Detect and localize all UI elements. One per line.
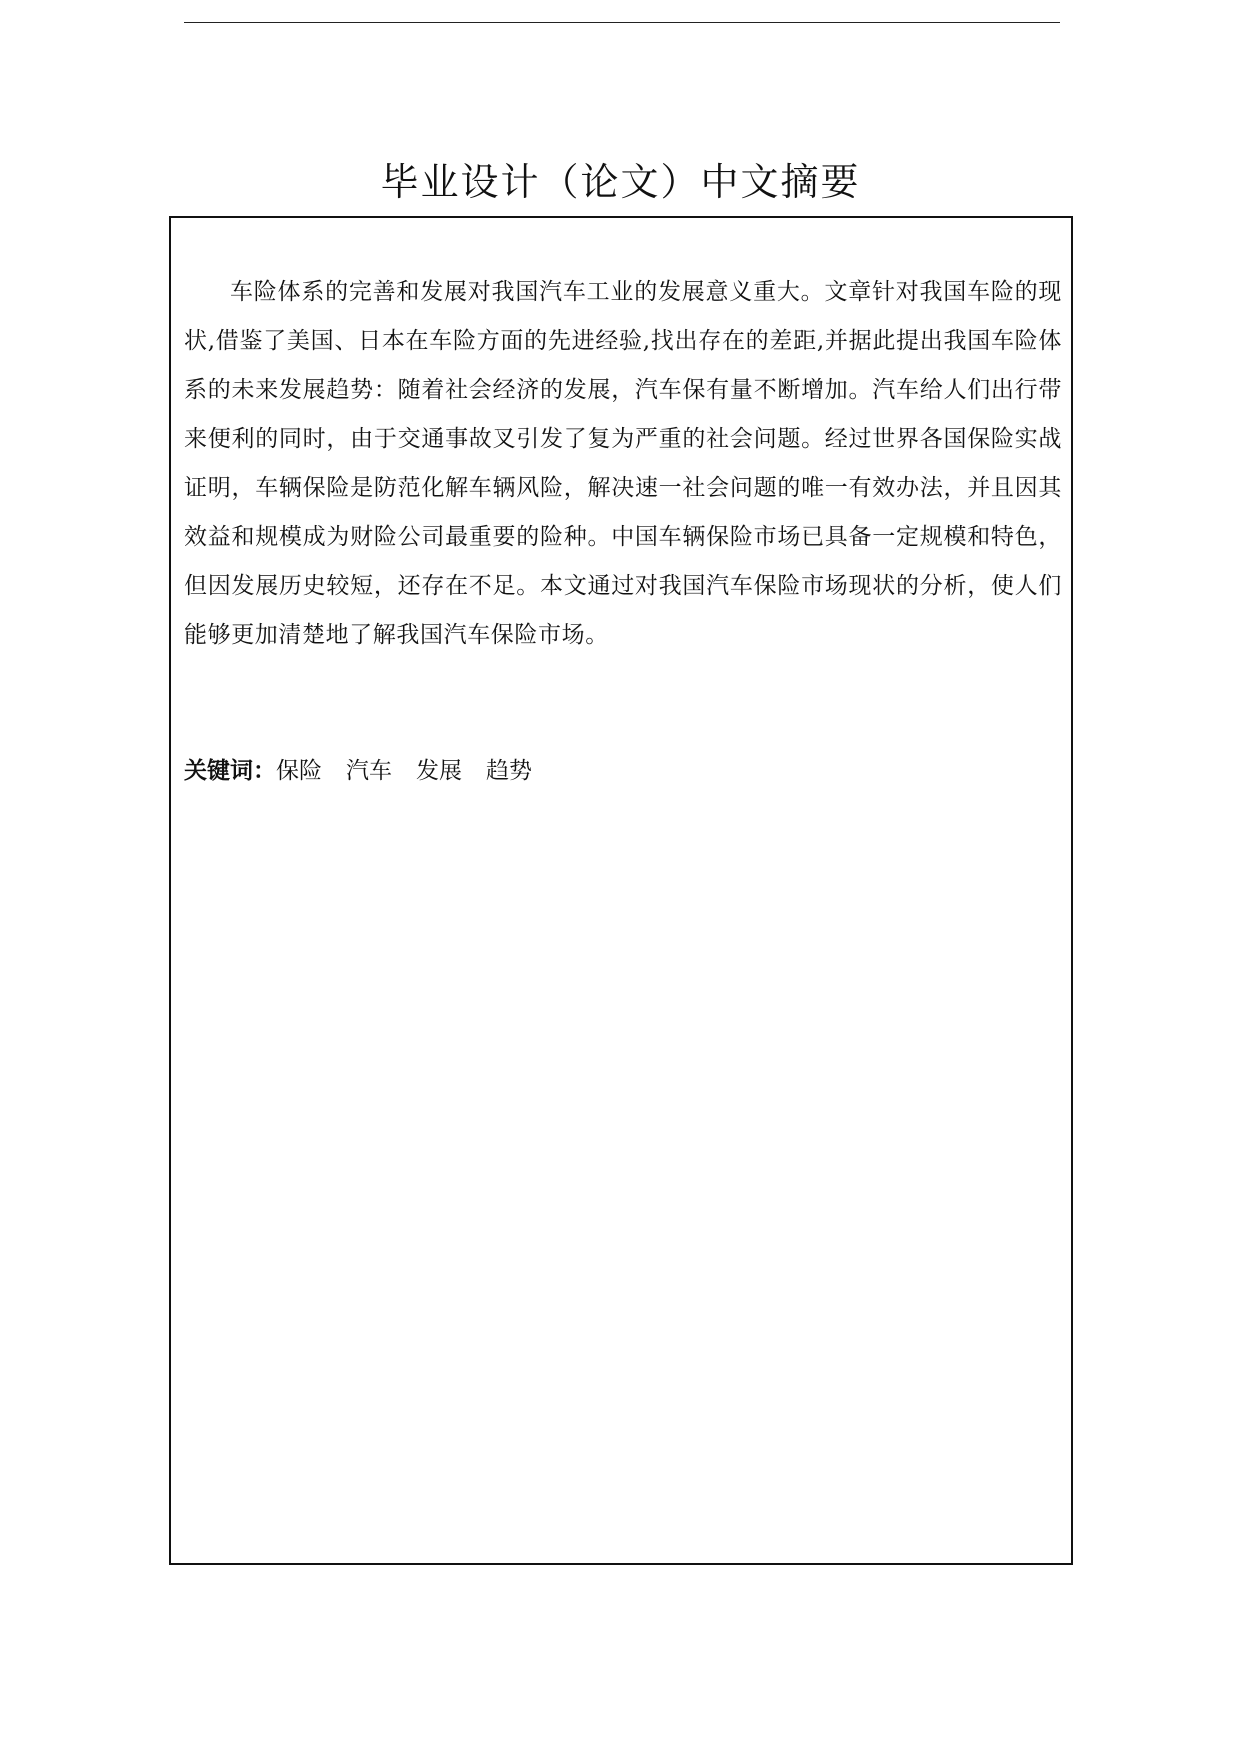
header-rule (184, 22, 1060, 23)
keywords-label: 关键词： (184, 758, 276, 784)
keyword: 保险 (276, 758, 322, 784)
keywords-line (184, 756, 556, 786)
abstract-body: 车险体系的完善和发展对我国汽车工业的发展意义重大。文章针对我国车险的现状,借鉴了美国、日本在车险方面的先进经验,找出存在的差距,并据此提出我国车险体系的未来发展趋势：随着社会经济的发展，汽车保有量不断增加。汽车给人们出行带来便利的同时，由于交通事故叉引发了复为严重的社会问题。经过世界各国保险实战证明，车辆保险是防范化解车辆风险，解决速一社会问题的唯一有效办法，并且因其效益和规模成为财险公司最重要的险种。中国车辆保险市场已具备一定规模和特色，但因发展历史较短，还存在不足。本文通过对我国汽车保险市场现状的分析，使人们能够更加清楚地了解我国汽车保险市场。 (184, 279, 1062, 648)
keyword: 汽车 (346, 758, 392, 784)
page-title: 毕业设计（论文）中文摘要 (380, 160, 861, 204)
keyword: 发展 (416, 758, 462, 784)
keyword: 趋势 (486, 758, 532, 784)
abstract-box (169, 216, 1073, 1565)
